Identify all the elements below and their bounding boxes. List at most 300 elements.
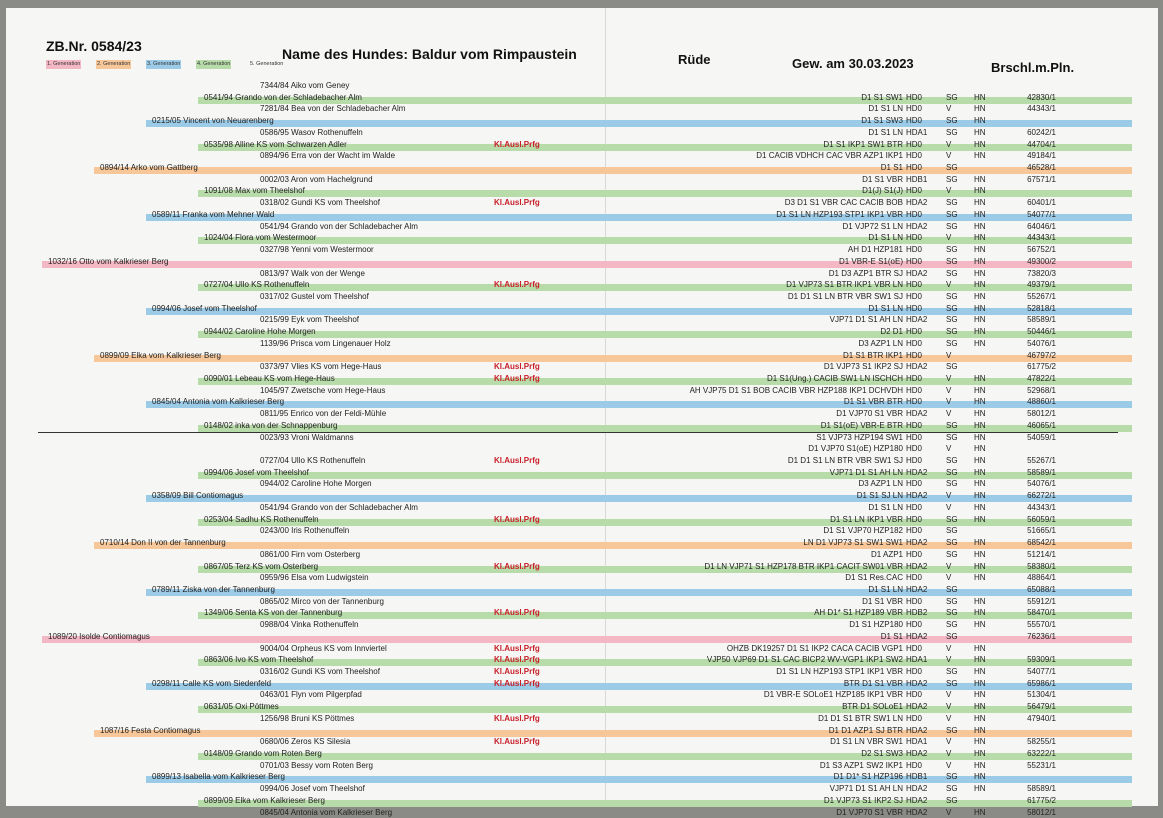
register-number: 56059/1	[1027, 514, 1056, 524]
grade: SG	[946, 198, 958, 208]
hd-result: HDA2	[906, 467, 928, 477]
grade: V	[946, 397, 952, 407]
hn-mark: HN	[974, 643, 986, 653]
pedigree-row	[6, 244, 1158, 255]
titles: D1 S1 LN	[868, 233, 903, 243]
pedigree-row	[6, 209, 1158, 220]
pedigree-row	[6, 654, 1158, 665]
titles: D1 VJP73 S1 IKP2 SJ	[823, 795, 903, 805]
grade: V	[946, 643, 952, 653]
register-number: 42830/1	[1027, 92, 1056, 102]
pedigree-row	[6, 643, 1158, 654]
exam-note: Kl.Ausl.Prfg	[494, 561, 540, 571]
hn-mark: HN	[974, 608, 986, 618]
pedigree-row	[6, 467, 1158, 478]
dog-entry-name: 9004/04 Orpheus KS vom Innviertel	[260, 643, 387, 653]
register-number: 61775/2	[1027, 795, 1056, 805]
titles: D1 CACIB VDHCH CAC VBR AZP1 IKP1	[756, 151, 903, 161]
pedigree-row	[6, 408, 1158, 419]
exam-note: Kl.Ausl.Prfg	[494, 456, 540, 466]
register-number: 54076/1	[1027, 479, 1056, 489]
titles: D1 S1 SJ LN	[856, 491, 903, 501]
pedigree-row	[6, 80, 1158, 91]
hd-result: HDA2	[906, 538, 928, 548]
hd-result: HD0	[906, 104, 923, 114]
hn-mark: HN	[974, 327, 986, 337]
dog-entry-name: 0631/05 Oxi Pöttmes	[204, 702, 279, 712]
pedigree-row	[6, 232, 1158, 243]
hd-result: HD0	[906, 186, 923, 196]
grade: SG	[946, 256, 958, 266]
hd-result: HD0	[906, 713, 923, 723]
grade: V	[946, 561, 952, 571]
hn-mark: HN	[974, 209, 986, 219]
titles: D1 S1 VJP70 HZP182	[823, 526, 903, 536]
pedigree-row	[6, 396, 1158, 407]
exam-note: Kl.Ausl.Prfg	[494, 139, 540, 149]
register-number: 44343/1	[1027, 502, 1056, 512]
pedigree-row	[6, 443, 1158, 454]
exam-note: Kl.Ausl.Prfg	[494, 667, 540, 676]
titles: D1 D1 AZP1 SJ BTR	[828, 725, 903, 735]
pedigree-row	[6, 678, 1158, 689]
grade: SG	[946, 245, 958, 255]
titles: D1 VBR-E SOLoE1 HZP185 IKP1 VBR	[763, 690, 903, 700]
grade: V	[946, 350, 952, 360]
dog-entry-name: 0701/03 Bessy vom Roten Berg	[260, 760, 373, 770]
pedigree-row	[6, 807, 1158, 818]
hn-mark: HN	[974, 221, 986, 231]
hd-result: HD0	[906, 233, 923, 243]
dog-entry-name: 0541/94 Grando von der Schladebacher Alm	[204, 92, 362, 102]
grade: V	[946, 186, 952, 196]
grade: SG	[946, 772, 958, 782]
grade: SG	[946, 174, 958, 184]
dog-entry-name: 1256/98 Bruni KS Pöttmes	[260, 713, 355, 723]
legend-gen-3: 3. Generation	[147, 61, 181, 67]
pedigree-row	[6, 478, 1158, 489]
pedigree-rows	[6, 8, 1158, 817]
pedigree-row	[6, 783, 1158, 794]
dog-entry-name: 0023/93 Vroni Waldmanns	[260, 432, 354, 442]
dog-entry-name: 0899/13 Isabella vom Kalkrieser Berg	[152, 772, 285, 782]
hn-mark: HN	[974, 280, 986, 290]
grade: V	[946, 690, 952, 700]
exam-note: Kl.Ausl.Prfg	[494, 737, 540, 747]
pedigree-row	[6, 221, 1158, 232]
titles: D1 S1 LN HZP193 STP1 IKP1 VBR	[776, 209, 903, 219]
dog-entry-name: 0994/06 Josef vom Theelshof	[204, 467, 309, 477]
register-number: 59309/1	[1027, 655, 1056, 665]
pedigree-row	[6, 572, 1158, 583]
register-number: 56479/1	[1027, 702, 1056, 712]
grade: V	[946, 104, 952, 114]
dog-entry-name: 0589/11 Franka vom Mehner Wald	[152, 209, 275, 219]
grade: V	[946, 713, 952, 723]
hn-mark: HN	[974, 385, 986, 395]
register-number: 55267/1	[1027, 456, 1056, 466]
hd-result: HDA2	[906, 784, 928, 794]
register-number: 52968/1	[1027, 385, 1056, 395]
pedigree-row	[6, 197, 1158, 208]
hd-result: HDA2	[906, 362, 928, 372]
register-number: 44343/1	[1027, 233, 1056, 243]
pedigree-row	[6, 291, 1158, 302]
dog-entry-name: 1045/97 Zwetsche vom Hege-Haus	[260, 385, 386, 395]
hd-result: HDA2	[906, 315, 928, 325]
hd-result: HDB1	[906, 174, 928, 184]
hn-mark: HN	[974, 127, 986, 137]
hd-result: HD0	[906, 303, 923, 313]
hn-mark: HN	[974, 315, 986, 325]
hd-result: HD0	[906, 397, 923, 407]
grade: SG	[946, 432, 958, 442]
hn-mark: HN	[974, 338, 986, 348]
hd-result: HD0	[906, 209, 923, 219]
grade: SG	[946, 221, 958, 231]
hd-result: HDA2	[906, 409, 928, 419]
hn-mark: HN	[974, 725, 986, 735]
titles: D1 VJP70 S1(oE) HZP180	[808, 444, 903, 454]
register-number: 48864/1	[1027, 573, 1056, 583]
hn-mark: HN	[974, 291, 986, 301]
register-number: 65088/1	[1027, 584, 1056, 594]
titles: D3 AZP1 LN	[858, 338, 903, 348]
pedigree-row	[6, 525, 1158, 536]
hd-result: HD0	[906, 456, 923, 466]
hn-mark: HN	[974, 491, 986, 501]
hd-result: HD0	[906, 620, 923, 630]
grade: V	[946, 491, 952, 501]
register-number: 61775/2	[1027, 362, 1056, 372]
grade: V	[946, 444, 952, 454]
exam-note: Kl.Ausl.Prfg	[494, 280, 540, 290]
hd-result: HDA2	[906, 725, 928, 735]
grade: SG	[946, 678, 958, 688]
pedigree-row	[6, 771, 1158, 782]
hn-mark: HN	[974, 549, 986, 559]
hn-mark: HN	[974, 737, 986, 747]
hd-result: HD0	[906, 444, 923, 454]
register-number: 50446/1	[1027, 327, 1056, 337]
dog-entry-name: 0994/06 Josef vom Theelshof	[152, 303, 257, 313]
legend-gen-4: 4. Generation	[197, 61, 231, 67]
hd-result: HDA2	[906, 491, 928, 501]
pedigree-row	[6, 385, 1158, 396]
pedigree-row	[6, 350, 1158, 361]
pedigree-row	[6, 537, 1158, 548]
dog-entry-name: 0944/02 Caroline Hohe Morgen	[204, 327, 316, 337]
hn-mark: HN	[974, 456, 986, 466]
hd-result: HD0	[906, 596, 923, 606]
pedigree-row	[6, 127, 1158, 138]
register-number: 48860/1	[1027, 397, 1056, 407]
register-number: 51304/1	[1027, 690, 1056, 700]
register-number: 54076/1	[1027, 338, 1056, 348]
pedigree-row	[6, 549, 1158, 560]
dog-entry-name: 0988/04 Vinka Rothenuffeln	[260, 620, 359, 630]
grade: SG	[946, 209, 958, 219]
hn-mark: HN	[974, 374, 986, 383]
hd-result: HD0	[906, 549, 923, 559]
pedigree-row	[6, 256, 1158, 267]
titles: BTR D1 SOLoE1	[842, 702, 903, 712]
pedigree-row	[6, 115, 1158, 126]
titles: D1 S1 LN	[868, 127, 903, 137]
coat-color: Brschl.m.Pln.	[991, 60, 1075, 75]
dog-entry-name: 0253/04 Sadhu KS Rothenuffeln	[204, 514, 319, 524]
hd-result: HDA1	[906, 655, 928, 665]
grade: SG	[946, 420, 958, 430]
hn-mark: HN	[974, 198, 986, 208]
grade: SG	[946, 467, 958, 477]
dog-name: Name des Hundes: Baldur vom Rimpaustein	[282, 46, 577, 62]
hd-result: HD0	[906, 116, 923, 126]
exam-note: Kl.Ausl.Prfg	[494, 713, 540, 723]
titles: D1 S1 LN	[868, 104, 903, 114]
pedigree-row	[6, 584, 1158, 595]
hd-result: HD0	[906, 151, 923, 161]
grade: SG	[946, 631, 958, 641]
grade: SG	[946, 116, 958, 126]
titles: D1 VJP73 S1 IKP2 SJ	[823, 362, 903, 372]
titles: D3 AZP1 LN	[858, 479, 903, 489]
legend-gen-1: 1. Generation	[47, 61, 81, 67]
pedigree-row	[6, 162, 1158, 173]
pedigree-row	[6, 361, 1158, 372]
hn-mark: HN	[974, 538, 986, 548]
grade: SG	[946, 327, 958, 337]
register-number: 58012/1	[1027, 807, 1056, 817]
grade: SG	[946, 667, 958, 676]
pedigree-row	[6, 103, 1158, 114]
register-number: 56752/1	[1027, 245, 1056, 255]
hn-mark: HN	[974, 233, 986, 243]
grade: SG	[946, 784, 958, 794]
register-number: 55231/1	[1027, 760, 1056, 770]
titles: D1 S1 HZP180	[849, 620, 903, 630]
pedigree-row	[6, 596, 1158, 607]
dog-entry-name: 0959/96 Elsa vom Ludwigstein	[260, 573, 369, 583]
pedigree-row	[6, 760, 1158, 771]
titles: D1 S1 LN	[868, 303, 903, 313]
register-number: 55912/1	[1027, 596, 1056, 606]
register-number: 55570/1	[1027, 620, 1056, 630]
dog-entry-name: 0215/99 Eyk vom Theelshof	[260, 315, 360, 325]
hd-result: HD0	[906, 350, 923, 360]
pedigree-row	[6, 490, 1158, 501]
register-number: 51214/1	[1027, 549, 1056, 559]
pedigree-row	[6, 326, 1158, 337]
titles: D1 D1 S1 LN BTR VBR SW1 SJ	[787, 291, 903, 301]
hn-mark: HN	[974, 397, 986, 407]
hn-mark: HN	[974, 678, 986, 688]
pedigree-row	[6, 666, 1158, 677]
titles: D1 S1 BTR IKP1	[842, 350, 903, 360]
grade: SG	[946, 725, 958, 735]
register-number: 64046/1	[1027, 221, 1056, 231]
hd-result: HDA2	[906, 678, 928, 688]
pedigree-row	[6, 420, 1158, 431]
pedigree-row	[6, 174, 1158, 185]
pedigree-row	[6, 455, 1158, 466]
hn-mark: HN	[974, 784, 986, 794]
grade: SG	[946, 608, 958, 618]
dog-entry-name: 0845/04 Antonia vom Kalkrieser Berg	[152, 397, 285, 407]
hd-result: HD0	[906, 245, 923, 255]
titles: D1 D1* S1 HZP196	[833, 772, 903, 782]
grade: V	[946, 749, 952, 759]
hd-result: HD0	[906, 291, 923, 301]
dog-entry-name: 0316/02 Gundi KS vom Theelshof	[260, 667, 380, 676]
titles: D1 S1	[880, 631, 903, 641]
register-number: 58012/1	[1027, 409, 1056, 419]
dog-entry-name: 0358/09 Bill Contiomagus	[152, 491, 244, 501]
register-number: 58589/1	[1027, 467, 1056, 477]
titles: D1 S1(Ung.) CACIB SW1 LN ISCHCH	[766, 374, 903, 383]
titles: D1 S1 Res.CAC	[845, 573, 903, 583]
dog-entry-name: 7344/84 Aiko vom Geney	[260, 81, 350, 90]
exam-note: Kl.Ausl.Prfg	[494, 608, 540, 618]
dog-entry-name: 0535/98 Alline KS vom Schwarzen Adler	[204, 139, 347, 149]
hn-mark: HN	[974, 467, 986, 477]
dog-entry-name: 0861/00 Firn vom Osterberg	[260, 549, 361, 559]
register-number: 54077/1	[1027, 667, 1056, 676]
titles: AH VJP75 D1 S1 BOB CACIB VBR HZP188 IKP1 DCHVDH	[689, 385, 903, 395]
grade: V	[946, 233, 952, 243]
exam-note: Kl.Ausl.Prfg	[494, 362, 540, 372]
pedigree-row	[6, 314, 1158, 325]
grade: V	[946, 502, 952, 512]
hn-mark: HN	[974, 245, 986, 255]
dog-entry-name: 0318/02 Gundi KS vom Theelshof	[260, 198, 380, 208]
pedigree-row	[6, 725, 1158, 736]
dog-entry-name: 0541/94 Grando von der Schladebacher Alm	[260, 502, 418, 512]
grade: SG	[946, 584, 958, 594]
exam-note: Kl.Ausl.Prfg	[494, 374, 540, 383]
dog-entry-name: 0789/11 Ziska von der Tannenburg	[152, 584, 275, 594]
register-number: 68542/1	[1027, 538, 1056, 548]
titles: VJP71 D1 S1 AH LN	[829, 315, 903, 325]
hn-mark: HN	[974, 174, 986, 184]
register-number: 51665/1	[1027, 526, 1056, 536]
titles: D1 AZP1	[870, 549, 903, 559]
exam-note: Kl.Ausl.Prfg	[494, 643, 540, 653]
titles: D1 S1 LN IKP1 VBR	[830, 514, 903, 524]
dog-entry-name: 1349/06 Senta KS von der Tannenburg	[204, 608, 343, 618]
sex-label: Rüde	[678, 52, 711, 67]
hn-mark: HN	[974, 749, 986, 759]
pedigree-row	[6, 92, 1158, 103]
hn-mark: HN	[974, 256, 986, 266]
grade: SG	[946, 291, 958, 301]
titles: D1 D1 S1 LN BTR VBR SW1 SJ	[787, 456, 903, 466]
pedigree-row	[6, 139, 1158, 150]
hd-result: HDA2	[906, 631, 928, 641]
hn-mark: HN	[974, 444, 986, 454]
hd-result: HD0	[906, 92, 923, 102]
pedigree-row	[6, 748, 1158, 759]
pedigree-row	[6, 150, 1158, 161]
grade: SG	[946, 268, 958, 278]
register-number: 73820/3	[1027, 268, 1056, 278]
dog-entry-name: 1091/08 Max vom Theelshof	[204, 186, 305, 196]
hd-result: HDB1	[906, 772, 928, 782]
register-number: 58589/1	[1027, 315, 1056, 325]
hd-result: HD0	[906, 573, 923, 583]
register-number: 60242/1	[1027, 127, 1056, 137]
grade: V	[946, 385, 952, 395]
titles: D1 S1 IKP1 SW1 BTR	[823, 139, 903, 149]
register-number: 67571/1	[1027, 174, 1056, 184]
legend-gen-2: 2. Generation	[97, 61, 131, 67]
hd-result: HDB2	[906, 608, 928, 618]
dog-entry-name: 0811/95 Enrico von der Feldi-Mühle	[260, 409, 387, 419]
pedigree-row	[6, 795, 1158, 806]
hd-result: HDA2	[906, 749, 928, 759]
legend-gen-5: 5. Generation	[250, 61, 284, 67]
grade: SG	[946, 620, 958, 630]
pedigree-row	[6, 607, 1158, 618]
pedigree-row	[6, 631, 1158, 642]
grade: V	[946, 139, 952, 149]
hd-result: HD0	[906, 163, 923, 173]
titles: D1 VJP70 S1 VBR	[836, 807, 903, 817]
grade: V	[946, 807, 952, 817]
titles: OHZB DK19257 D1 S1 IKP2 CACA CACIB VGP1	[726, 643, 903, 653]
hn-mark: HN	[974, 573, 986, 583]
hn-mark: HN	[974, 690, 986, 700]
hn-mark: HN	[974, 409, 986, 419]
titles: D3 D1 S1 VBR CAC CACIB BOB	[784, 198, 903, 208]
titles: D1 S1 LN	[868, 584, 903, 594]
titles: D2 D1	[880, 327, 903, 337]
grade: SG	[946, 163, 958, 173]
grade: SG	[946, 456, 958, 466]
grade: SG	[946, 338, 958, 348]
pedigree-row	[6, 713, 1158, 724]
dog-entry-name: 0317/02 Gustel vom Theelshof	[260, 291, 369, 301]
pedigree-row	[6, 619, 1158, 630]
hn-mark: HN	[974, 479, 986, 489]
dog-entry-name: 0215/05 Vincent von Neuarenberg	[152, 116, 274, 126]
register-number: 58589/1	[1027, 784, 1056, 794]
grade: SG	[946, 596, 958, 606]
exam-note: Kl.Ausl.Prfg	[494, 678, 540, 688]
register-number: 54077/1	[1027, 209, 1056, 219]
register-number: 58380/1	[1027, 561, 1056, 571]
register-number: 66272/1	[1027, 491, 1056, 501]
dog-entry-name: 0148/02 inka von der Schnappenburg	[204, 420, 338, 430]
titles: D1 S3 AZP1 SW2 IKP1	[819, 760, 903, 770]
exam-note: Kl.Ausl.Prfg	[494, 514, 540, 524]
dog-entry-name: 7281/84 Bea von der Schladebacher Alm	[260, 104, 406, 114]
pedigree-row	[6, 514, 1158, 525]
register-number: 65986/1	[1027, 678, 1056, 688]
hn-mark: HN	[974, 596, 986, 606]
exam-note: Kl.Ausl.Prfg	[494, 655, 540, 665]
hd-result: HDA1	[906, 127, 928, 137]
hn-mark: HN	[974, 104, 986, 114]
hd-result: HD0	[906, 526, 923, 536]
register-number: 52818/1	[1027, 303, 1056, 313]
titles: D1 D1 S1 BTR SW1 LN	[818, 713, 903, 723]
hd-result: HD0	[906, 338, 923, 348]
dog-entry-name: 0727/04 Ullo KS Rothenuffeln	[204, 280, 310, 290]
dog-entry-name: 0002/03 Aron vom Hachelgrund	[260, 174, 373, 184]
hd-result: HD0	[906, 643, 923, 653]
whelp-date: Gew. am 30.03.2023	[792, 56, 914, 71]
